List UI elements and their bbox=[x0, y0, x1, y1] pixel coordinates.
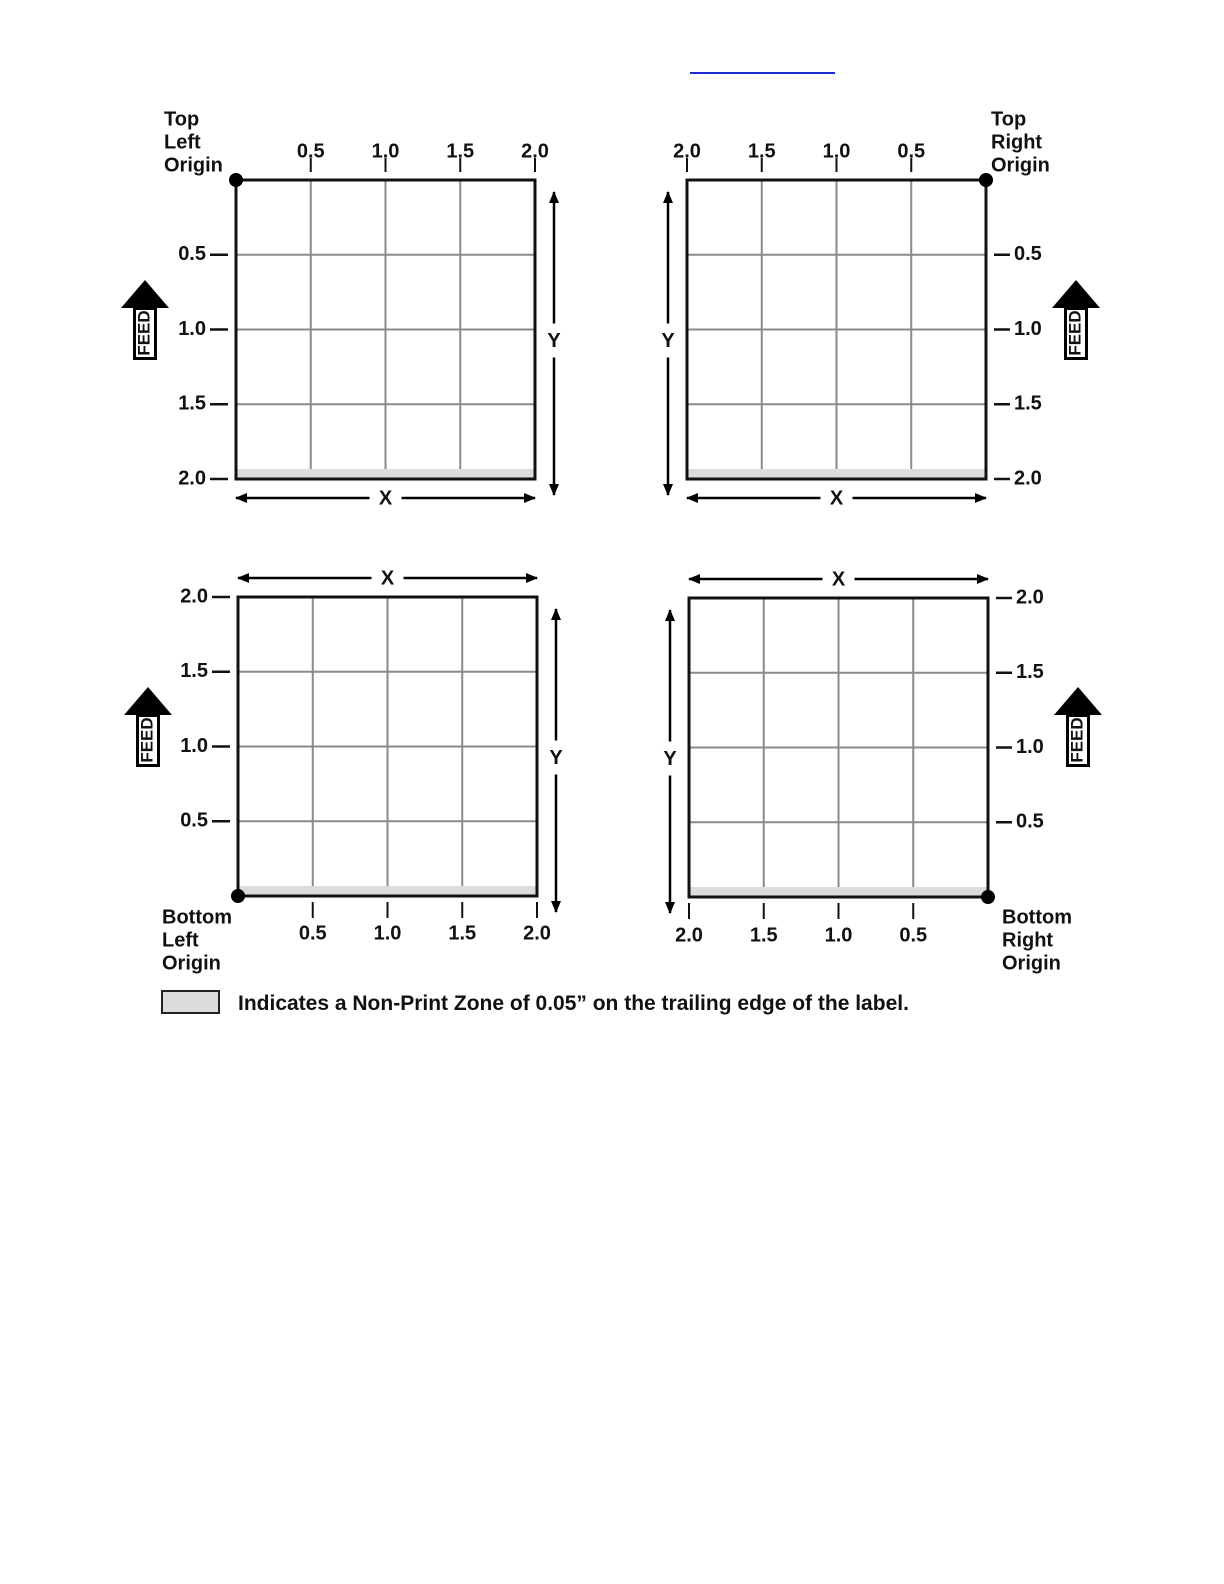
bottom-left-y-tick-label: 1.0 bbox=[180, 734, 208, 757]
top-right-y-tick-label: 2.0 bbox=[1014, 467, 1042, 490]
bottom-left-y-tick-label: 2.0 bbox=[180, 585, 208, 608]
top-left-x-axis-label: X bbox=[378, 487, 393, 510]
bottom-right-x-tick-label: 0.5 bbox=[899, 924, 928, 947]
bottom-left-non-print-zone bbox=[239, 886, 536, 895]
bottom-right-origin-dot bbox=[981, 890, 995, 904]
top-right-origin-label: Top bbox=[991, 108, 1027, 131]
bottom-left-x-tick-label: 1.5 bbox=[448, 922, 477, 945]
top-right-x-axis-label: X bbox=[829, 487, 844, 510]
bottom-right-origin-label: Origin bbox=[1002, 952, 1061, 975]
top-right-x-tick-label: 0.5 bbox=[897, 140, 926, 163]
top-left-y-tick-label: 1.0 bbox=[178, 317, 206, 340]
top-left-y-axis-label: Y bbox=[547, 329, 561, 352]
bottom-right-feed-label: FEED bbox=[1067, 717, 1087, 763]
top-right-feed-label: FEED bbox=[1065, 310, 1085, 356]
bottom-right-x-tick-label: 1.5 bbox=[749, 924, 778, 947]
top-left-origin-label: Left bbox=[164, 131, 201, 154]
top-right-y-axis-label: Y bbox=[661, 329, 675, 352]
top-right-origin-label: Origin bbox=[991, 154, 1050, 177]
bottom-left-origin-label: Bottom bbox=[162, 906, 232, 929]
top-left-feed-label: FEED bbox=[134, 310, 154, 356]
bottom-left-x-tick-label: 0.5 bbox=[298, 922, 327, 945]
top-left-x-tick-label: 2.0 bbox=[521, 140, 549, 163]
bottom-left-x-tick-label: 2.0 bbox=[523, 922, 551, 945]
bottom-right-x-axis-label: X bbox=[831, 568, 846, 591]
bottom-left-x-axis-label: X bbox=[380, 567, 395, 590]
bottom-right-origin-label: Right bbox=[1002, 929, 1054, 952]
top-left-x-tick-label: 0.5 bbox=[296, 140, 325, 163]
bottom-right-x-tick-label: 1.0 bbox=[824, 924, 853, 947]
top-right-y-tick-label: 1.0 bbox=[1014, 317, 1042, 340]
top-left-y-tick-label: 1.5 bbox=[178, 392, 206, 415]
top-right-x-tick-label: 2.0 bbox=[673, 140, 701, 163]
top-left-origin-label: Origin bbox=[164, 154, 223, 177]
bottom-left-y-tick-label: 1.5 bbox=[180, 660, 208, 683]
bottom-right-y-tick-label: 2.0 bbox=[1016, 586, 1044, 609]
non-print-zone-swatch bbox=[161, 990, 220, 1014]
top-left-x-tick-label: 1.5 bbox=[446, 140, 475, 163]
legend-text: Indicates a Non-Print Zone of 0.05” on the trailing edge of the label. bbox=[238, 992, 909, 1015]
bottom-right-y-tick-label: 0.5 bbox=[1016, 810, 1044, 833]
bottom-left-origin-label: Left bbox=[162, 929, 199, 952]
bottom-left-y-axis-label: Y bbox=[549, 746, 563, 769]
bottom-left-x-tick-label: 1.0 bbox=[373, 922, 402, 945]
bottom-right-non-print-zone bbox=[690, 887, 987, 896]
top-left-x-tick-label: 1.0 bbox=[371, 140, 400, 163]
top-right-origin-label: Right bbox=[991, 131, 1043, 154]
bottom-right-y-tick-label: 1.5 bbox=[1016, 661, 1044, 684]
top-right-non-print-zone bbox=[688, 469, 985, 478]
bottom-left-y-tick-label: 0.5 bbox=[180, 809, 208, 832]
bottom-right-y-axis-label: Y bbox=[663, 747, 677, 770]
bottom-right-y-tick-label: 1.0 bbox=[1016, 735, 1044, 758]
top-left-origin-label: Top bbox=[164, 108, 200, 131]
top-right-x-tick-label: 1.0 bbox=[822, 140, 851, 163]
top-left-y-tick-label: 0.5 bbox=[178, 243, 206, 266]
bottom-right-x-tick-label: 2.0 bbox=[675, 924, 703, 947]
bottom-left-feed-label: FEED bbox=[137, 717, 157, 763]
top-right-y-tick-label: 0.5 bbox=[1014, 243, 1042, 266]
top-left-y-tick-label: 2.0 bbox=[178, 467, 206, 490]
bottom-right-origin-label: Bottom bbox=[1002, 906, 1072, 929]
bottom-left-origin-label: Origin bbox=[162, 952, 221, 975]
bottom-left-origin-dot bbox=[231, 889, 245, 903]
top-left-origin-dot bbox=[229, 173, 243, 187]
top-right-y-tick-label: 1.5 bbox=[1014, 392, 1042, 415]
top-right-x-tick-label: 1.5 bbox=[747, 140, 776, 163]
top-left-non-print-zone bbox=[237, 469, 534, 478]
